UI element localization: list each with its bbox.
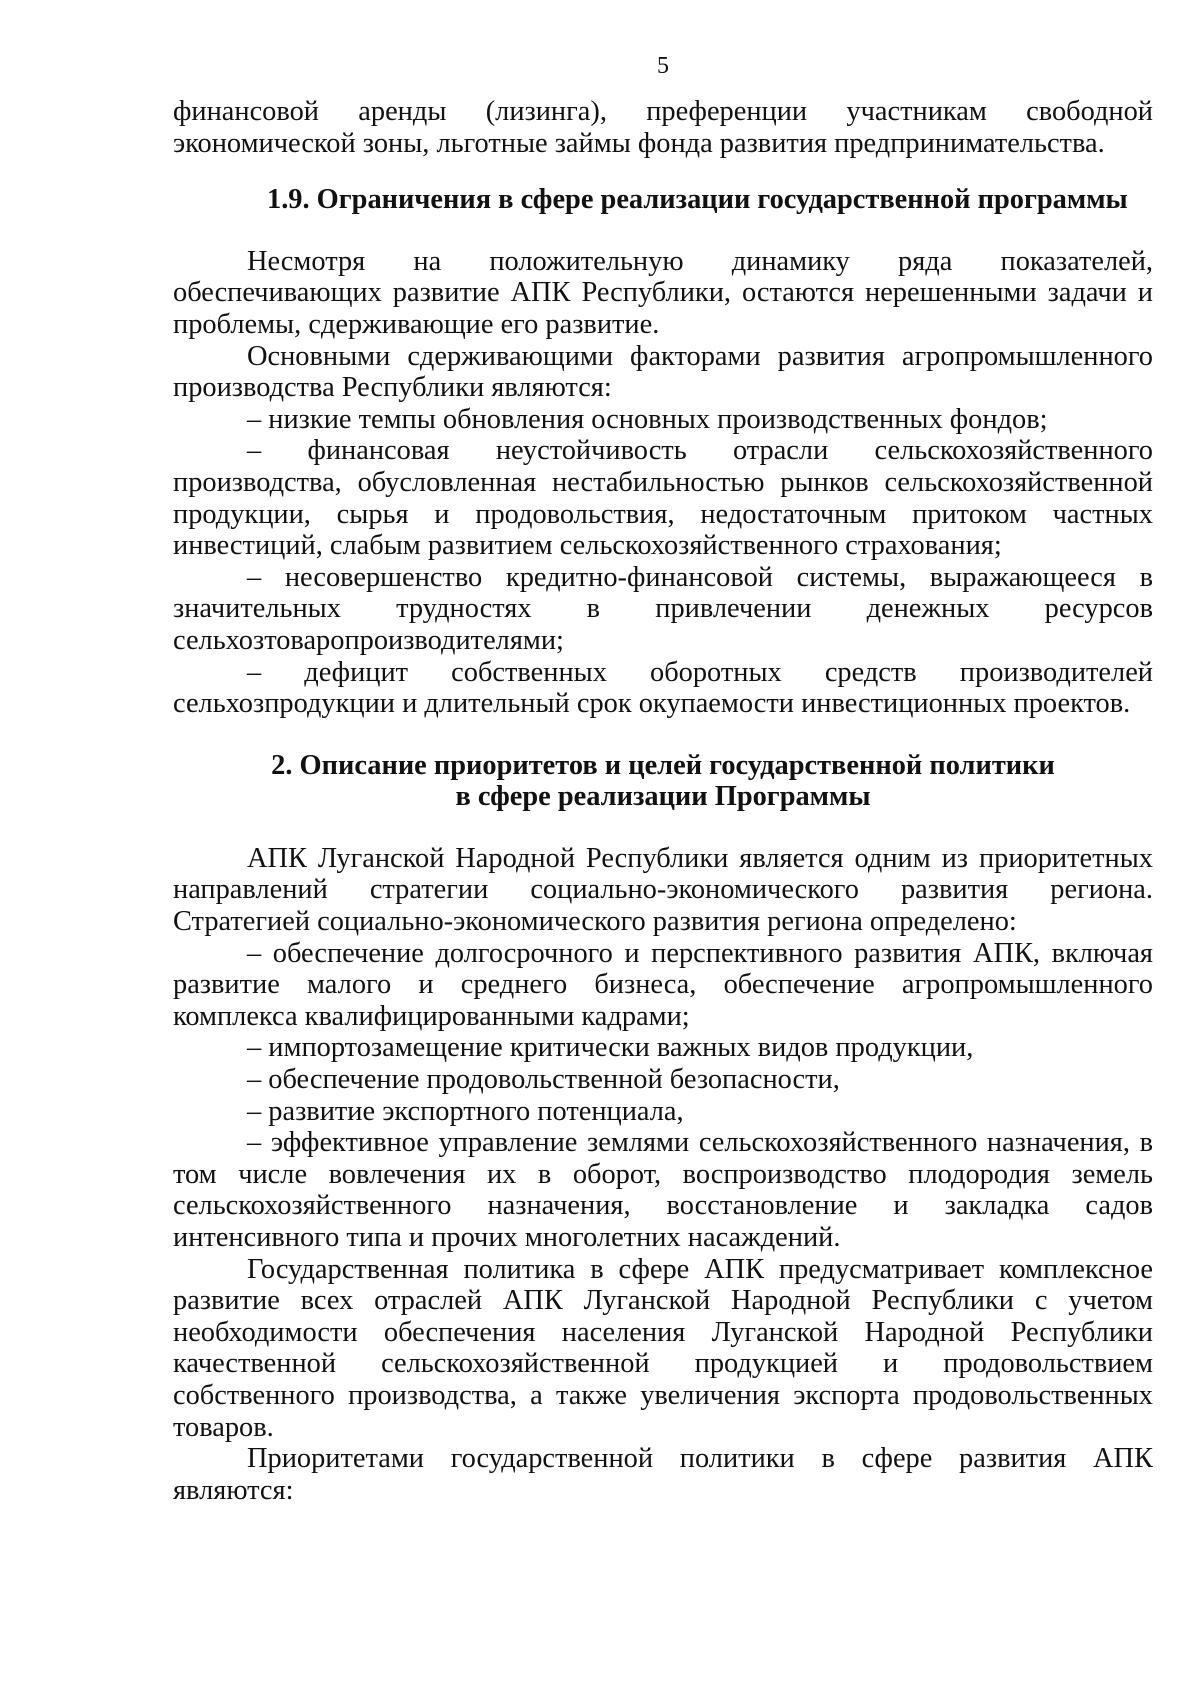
section-2-list-item-4: – развитие экспортного потенциала, bbox=[247, 1095, 684, 1127]
section-2-paragraph-2: Государственная политика в сфере АПК предусматривает комплексное развитие всех отраслей АПК Луганской Народной Республики с учетом необходимости обеспечения населения Луганской Народной Республики качественной сельскохозяйственной продукцией и продовольствием собственного производства, а также увеличения экспорта продовольственных товаров. bbox=[173, 1253, 1153, 1443]
section-2-paragraph-1: АПК Луганской Народной Республики является одним из приоритетных направлений стратегии социально-экономического развития региона. Стратегией социально-экономического развития региона определено: bbox=[173, 842, 1153, 938]
section-2-paragraph-3: Приоритетами государственной политики в сфере развития АПК являются: bbox=[173, 1443, 1153, 1506]
document-page bbox=[173, 52, 1153, 1506]
section-2-heading-line-2: в сфере реализации Программы bbox=[455, 781, 871, 813]
section-2-heading bbox=[173, 750, 1153, 813]
intro-paragraph: финансовой аренды (лизинга), преференции участникам свободной экономической зоны, льготные займы фонда развития предпринимательства. bbox=[173, 96, 1153, 159]
section-1-9-list-item-4: – дефицит собственных оборотных средств производителей сельхозпродукции и длительный срок окупаемости инвестиционных проектов. bbox=[173, 656, 1153, 720]
section-1-9-list-item-1: – низкие темпы обновления основных производственных фондов; bbox=[247, 403, 1048, 435]
section-2-list-item-3: – обеспечение продовольственной безопасности, bbox=[247, 1064, 840, 1096]
section-1-9-paragraph-1: Несмотря на положительную динамику ряда показателей, обеспечивающих развитие АПК Республики, остаются нерешенными задачи и проблемы, сдерживающие его развитие. bbox=[173, 245, 1153, 340]
section-1-9-list-item-3: – несовершенство кредитно-финансовой системы, выражающееся в значительных трудностях в привлечении денежных ресурсов сельхозтоваропроизводителями; bbox=[173, 561, 1153, 656]
section-2-list-item-2: – импортозамещение критически важных видов продукции, bbox=[247, 1032, 974, 1064]
page-number: 5 bbox=[657, 53, 669, 79]
section-2-heading-line-1: 2. Описание приоритетов и целей государственной политики bbox=[271, 749, 1055, 781]
section-1-9-list-item-2: – финансовая неустойчивость отрасли сельскохозяйственного производства, обусловленная нестабильностью рынков сельскохозяйственной продукции, сырья и продовольствия, недостаточным притоком частных инвестиций, слабым развитием сельскохозяйственного страхования; bbox=[173, 435, 1153, 562]
section-1-9-paragraph-2: Основными сдерживающими факторами развития агропромышленного производства Республики являются: bbox=[173, 340, 1153, 404]
section-2-list-item-5: – эффективное управление землями сельскохозяйственного назначения, в том числе вовлечения их в оборот, воспроизводство плодородия земель сельскохозяйственного назначения, восстановление и закладка садов интенсивного типа и прочих многолетних насаждений. bbox=[173, 1127, 1153, 1253]
section-1-9-heading: 1.9. Ограничения в сфере реализации государственной программы bbox=[267, 184, 1128, 216]
section-2-list-item-1: – обеспечение долгосрочного и перспективного развития АПК, включая развитие малого и среднего бизнеса, обеспечение агропромышленного комплекса квалифицированными кадрами; bbox=[173, 937, 1153, 1032]
